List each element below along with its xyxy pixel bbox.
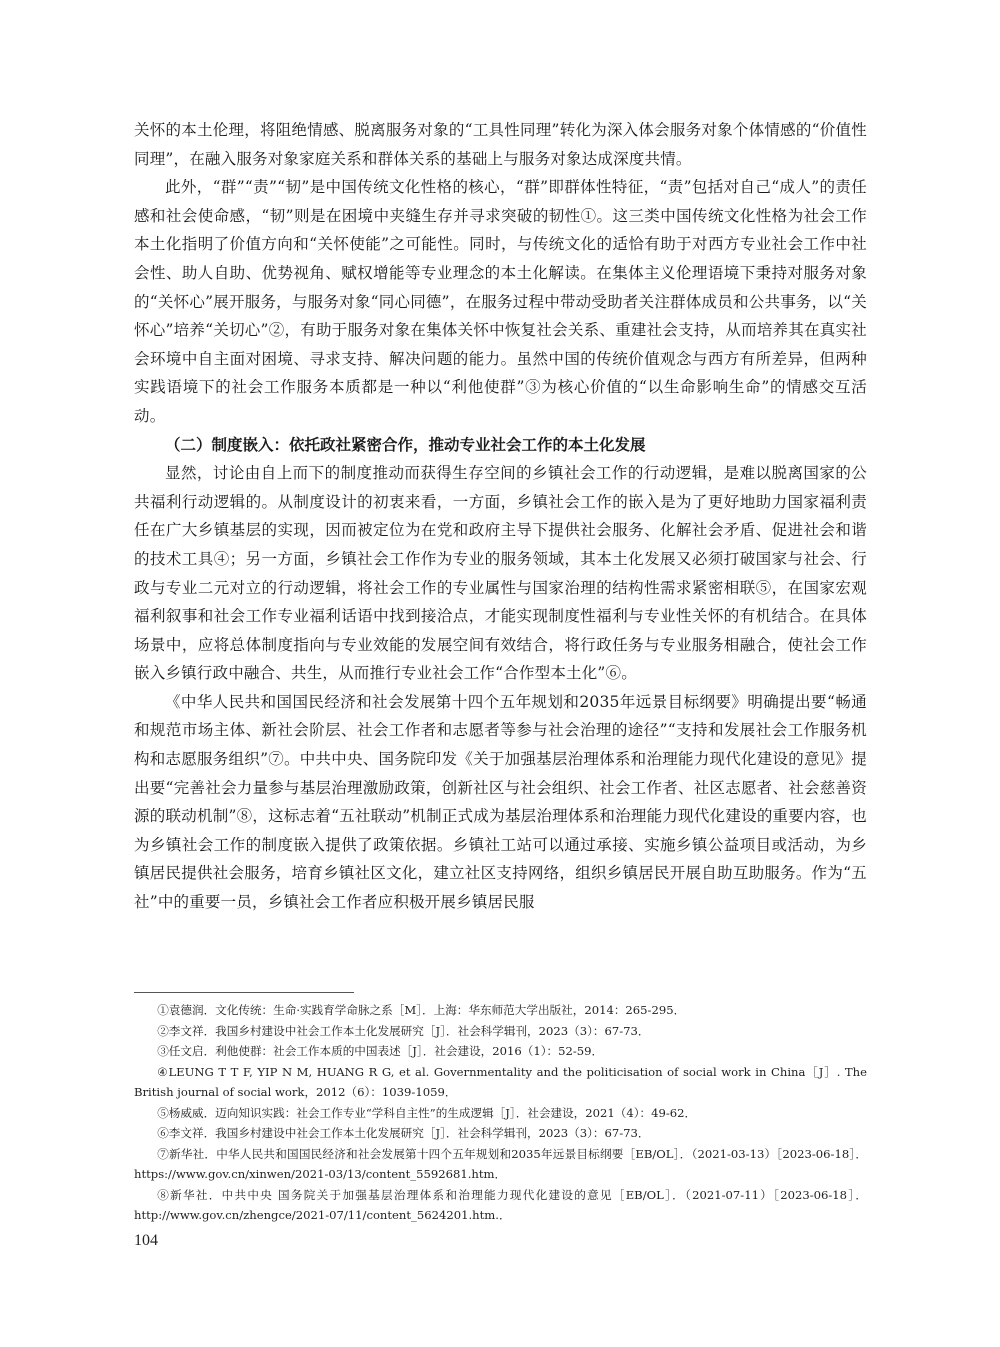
section-heading: （二）制度嵌入：依托政社紧密合作，推动专业社会工作的本土化发展 <box>165 435 646 454</box>
footnote-divider <box>134 992 354 993</box>
footnote: ⑤杨威威．迈向知识实践：社会工作专业“学科自主性”的生成逻辑［J］．社会建设，2021（4）：49-62． <box>157 1105 697 1120</box>
paragraph-cultural-character: 此外，“群”“责”“韧”是中国传统文化性格的核心，“群”即群体性特征，“责”包括对自己“成人”的责任感和社会使命感，“韧”则是在困境中夹缝生存并寻求突破的韧性①。这三类中国传统文化性格为社会工作本土化指明了价值方向和“关怀使能”之可能性。同时，与传统文化的适恰有助于对西方专业社会工作中社会性、助人自助、优势视角、赋权增能等专业理念的本土化解读。在集体主义伦理语境下秉持对服务对象的“关怀心”展开服务，与服务对象“同心同德”，在服务过程中带动受助者关注群体成员和公共事务，以“关怀心”培养“关切心”②，有助于服务对象在集体关怀中恢复社会关系、重建社会支持，从而培养其在真实社会环境中自主面对困境、寻求支持、解决问题的能力。虽然中国的传统价值观念与西方有所差异，但两种实践语境下的社会工作服务本质都是一种以“利他使群”③为核心价值的“以生命影响生命”的情感交互活动。 <box>134 178 867 425</box>
footnote: ③任文启．利他使群：社会工作本质的中国表述［J］．社会建设，2016（1）：52-59． <box>157 1044 604 1058</box>
main-text <box>134 116 867 917</box>
paragraph-institutional-embedding: 显然，讨论由自上而下的制度推动而获得生存空间的乡镇社会工作的行动逻辑，是难以脱离国家的公共福利行动逻辑的。从制度设计的初衷来看，一方面，乡镇社会工作的嵌入是为了更好地助力国家福利责任在广大乡镇基层的实现，因而被定位为在党和政府主导下提供社会服务、化解社会矛盾、促进社会和谐的技术工具④；另一方面，乡镇社会工作作为专业的服务领域，其本土化发展又必须打破国家与社会、行政与专业二元对立的行动逻辑，将社会工作的专业属性与国家治理的结构性需求紧密相联⑤，在国家宏观福利叙事和社会工作专业福利话语中找到接洽点，才能实现制度性福利与专业性关怀的有机结合。在具体场景中，应将总体制度指向与专业效能的发展空间有效结合，将行政任务与专业服务相融合，使社会工作嵌入乡镇行政中融合、共生，从而推行专业社会工作“合作型本土化”⑥。 <box>134 464 867 683</box>
footnote: ②李文祥．我国乡村建设中社会工作本土化发展研究［J］．社会科学辑刊，2023（3）：67-73． <box>157 1023 650 1038</box>
page-number: 104 <box>134 1232 158 1249</box>
footnote: ⑧新华社．中共中央 国务院关于加强基层治理体系和治理能力现代化建设的意见［EB/OL］．（2021-07-11）［2023-06-18］．http://www.gov.cn/zhengce/2021-07/11/content_5624201.htm.． <box>134 1187 867 1222</box>
footnote: ⑦新华社．中华人民共和国国民经济和社会发展第十四个五年规划和2035年远景目标纲要［EB/OL］．（2021-03-13）［2023-06-18］．https://www.gov.cn/xinwen/2021-03/13/content_5592681.htm． <box>134 1146 867 1181</box>
footnote: ①袁德润．文化传统：生命·实践育学命脉之系［M］．上海：华东师范大学出版社，2014：265-295． <box>157 1003 686 1017</box>
paragraph-policy-basis: 《中华人民共和国国民经济和社会发展第十四个五年规划和2035年远景目标纲要》明确提出要“畅通和规范市场主体、新社会阶层、社会工作者和志愿者等参与社会治理的途径”“支持和发展社会工作服务机构和志愿服务组织”⑦。中共中央、国务院印发《关于加强基层治理体系和治理能力现代化建设的意见》提出要“完善社会力量参与基层治理激励政策，创新社区与社会组织、社会工作者、社区志愿者、社会慈善资源的联动机制”⑧，这标志着“五社联动”机制正式成为基层治理体系和治理能力现代化建设的重要内容，也为乡镇社会工作的制度嵌入提供了政策依据。乡镇社工站可以通过承接、实施乡镇公益项目或活动，为乡镇居民提供社会服务，培育乡镇社区文化，建立社区支持网络，组织乡镇居民开展自助互助服务。作为“五社”中的重要一员，乡镇社会工作者应积极开展乡镇居民服 <box>134 692 867 912</box>
footnote: ⑥李文祥．我国乡村建设中社会工作本土化发展研究［J］．社会科学辑刊，2023（3）：67-73． <box>157 1126 650 1140</box>
footnotes <box>134 1000 867 1226</box>
paragraph-continuation: 关怀的本土伦理，将阻绝情感、脱离服务对象的“工具性同理”转化为深入体会服务对象个体情感的“价值性同理”，在融入服务对象家庭关系和群体关系的基础上与服务对象达成深度共情。 <box>134 121 867 168</box>
footnote: ④LEUNG T T F, YIP N M, HUANG R G, et al. Governmentality and the politicisation of social work in China［J］. The British journal of social work，2012（6）：1039-1059． <box>134 1064 867 1099</box>
